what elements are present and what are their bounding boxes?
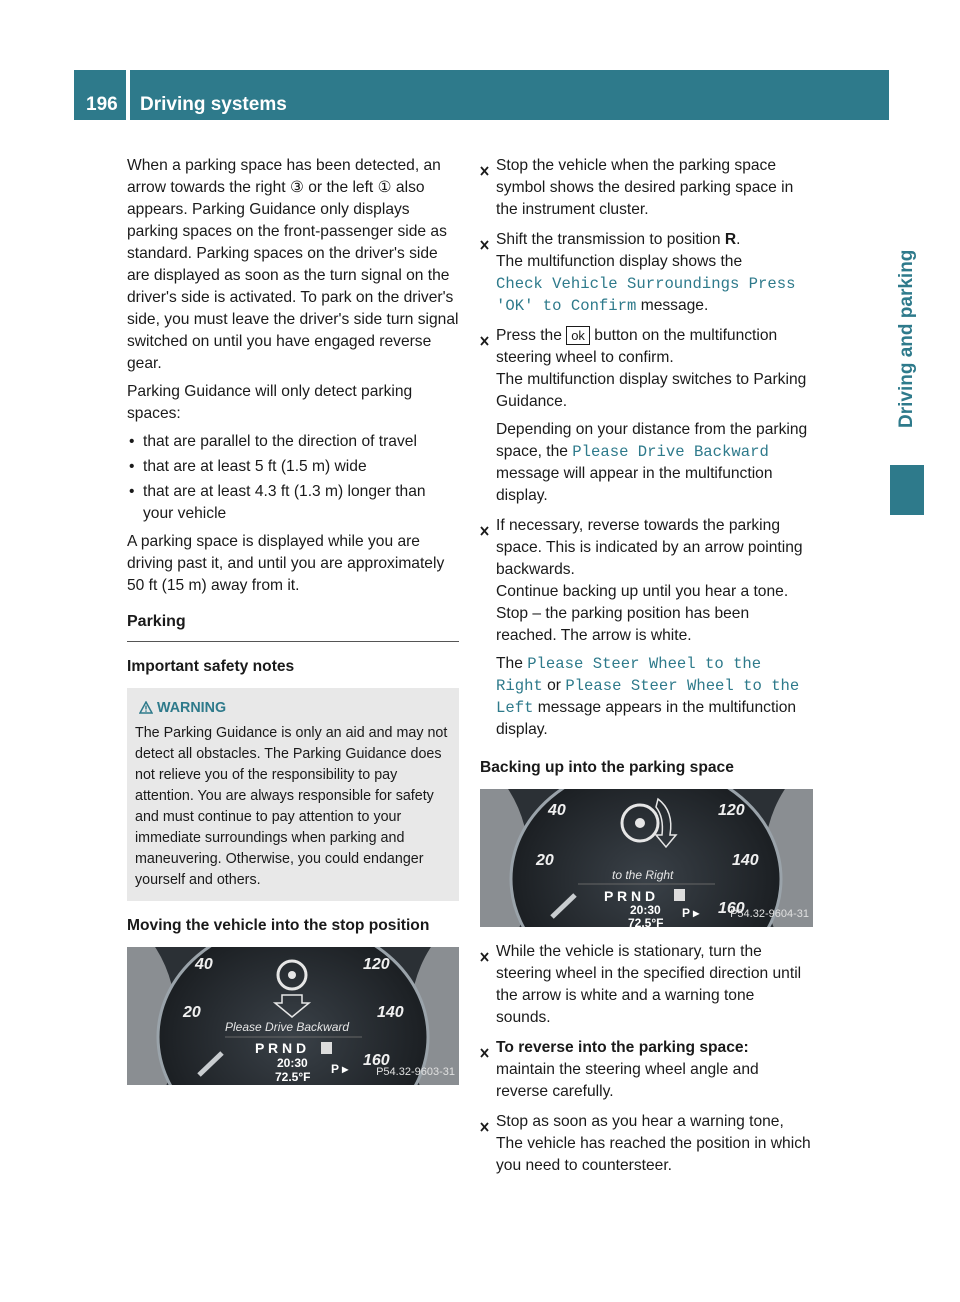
svg-text:140: 140 — [732, 852, 759, 869]
gear-indicator: P R N D — [604, 888, 656, 904]
figure-code: P54.32-9603-31 — [376, 1066, 455, 1078]
step-turn-wheel: While the vehicle is stationary, turn the steering wheel in the specified direction until the arrow is white and a warning tone sounds. — [480, 941, 813, 1029]
svg-text:P ▸: P ▸ — [331, 1062, 349, 1076]
step-arrow-icon — [480, 331, 489, 353]
svg-text:140: 140 — [377, 1004, 404, 1021]
step-press-ok: Press the ok button on the multifunction steering wheel to confirm. The multifunction display switches to Parking Guidance. Depending on your distance from the parking space, the Please Drive Backward message will appear in the multifunction display. — [480, 325, 813, 507]
warning-text: The Parking Guidance is only an aid and may not detect all obstacles. The Parking Guidance does not relieve you of the responsibility to pay attention. You are always responsible for safety and must continue to pay attention to your immediate surroundings when parking and maneuvering. Otherwise, you could endanger yourself and others. — [135, 725, 448, 888]
cluster-figure-steer — [480, 789, 813, 927]
step-reverse-into-space: To reverse into the parking space: maintain the steering wheel angle and reverse carefully. — [480, 1037, 813, 1103]
step-arrow-icon — [480, 235, 489, 257]
step-arrow-icon — [480, 1117, 489, 1139]
svg-text:P ▸: P ▸ — [682, 906, 700, 920]
display-message: Please Steer Wheel to the Right — [496, 655, 762, 695]
ok-key-icon: ok — [566, 326, 590, 345]
svg-text:120: 120 — [718, 802, 745, 819]
clock-readout: 20:30 — [630, 903, 661, 917]
intro-paragraph: When a parking space has been detected, an arrow towards the right ③ or the left ① also appears. Parking Guidance only displays parking spaces on the front-passenger side as standard. Parking spaces on the driver's side are displayed as soon as the turn signal on the driver's side is activated. To park on the driver's side, you must leave the driver's side turn signal switched on until you have engaged reverse gear. — [127, 157, 459, 372]
svg-text:160: 160 — [718, 900, 745, 917]
subsection-title: Important safety notes — [127, 658, 295, 675]
left-column — [127, 155, 459, 1085]
list-item: • that are at least 4.3 ft (1.3 m) longer than your vehicle — [129, 483, 426, 522]
cluster-figure-backward — [127, 947, 459, 1085]
subsection-title-backing: Backing up into the parking space — [480, 759, 734, 776]
gear-indicator: P R N D — [255, 1040, 307, 1056]
figure-code: P54.32-9604-31 — [730, 908, 809, 920]
header-separator — [126, 70, 130, 120]
step-shift-reverse: Shift the transmission to position R. The multifunction display shows the Check Vehicle Surroundings Press 'OK' to Confirm message. — [480, 229, 813, 317]
warning-heading: WARNING — [135, 698, 451, 719]
page-title: Driving systems — [140, 94, 287, 115]
warning-icon — [139, 700, 153, 721]
display-message: Check Vehicle Surroundings Press 'OK' to Confirm — [496, 275, 796, 315]
subsection-title-stop: Moving the vehicle into the stop position — [127, 917, 430, 934]
svg-text:20: 20 — [536, 852, 554, 869]
conditions-list — [127, 431, 459, 525]
step-arrow-icon — [480, 947, 489, 969]
right-column — [480, 155, 813, 1185]
step-reverse: If necessary, reverse towards the parking space. This is indicated by an arrow pointing backwards. Continue backing up until you hear a tone. Stop – the parking position has been reached. The arrow is white. The Please Steer Wheel to the Right or Please Steer Wheel to the Left message appears in the multifunction display. — [480, 515, 813, 741]
step-arrow-icon — [480, 521, 489, 543]
cluster-message: Please Drive Backward — [225, 1020, 350, 1034]
side-tab-block — [890, 465, 924, 515]
page-number: 196 — [86, 94, 118, 115]
svg-text:20: 20 — [183, 1004, 201, 1021]
warning-box — [127, 688, 459, 901]
svg-text:160: 160 — [363, 1052, 390, 1069]
temperature-readout: 72.5°F — [275, 1070, 311, 1084]
svg-text:40: 40 — [195, 956, 213, 973]
step-stop-vehicle: Stop the vehicle when the parking space symbol shows the desired parking space in the instrument cluster. — [480, 155, 813, 221]
cluster-message: to the Right — [612, 868, 674, 882]
svg-text:40: 40 — [548, 802, 566, 819]
display-paragraph: A parking space is displayed while you are driving past it, and until you are approximately 50 ft (15 m) away from it. — [127, 533, 445, 594]
step-stop-tone: Stop as soon as you hear a warning tone, The vehicle has reached the position in which you need to countersteer. — [480, 1111, 813, 1177]
step-arrow-icon — [480, 1043, 489, 1065]
section-title: Parking — [127, 611, 459, 642]
svg-text:Driving and parking: Driving and parking — [896, 249, 917, 428]
clock-readout: 20:30 — [277, 1056, 308, 1070]
svg-text:120: 120 — [363, 956, 390, 973]
side-tab-label — [878, 110, 926, 430]
list-item: • that are at least 5 ft (1.5 m) wide — [129, 458, 367, 475]
display-message: Please Steer Wheel to the Left — [496, 677, 800, 717]
step-arrow-icon — [480, 161, 489, 183]
detect-paragraph: Parking Guidance will only detect parking spaces: — [127, 383, 413, 422]
temperature-readout: 72.5°F — [628, 916, 664, 927]
display-message: Please Drive Backward — [572, 443, 769, 461]
list-item: • that are parallel to the direction of travel — [129, 433, 417, 450]
